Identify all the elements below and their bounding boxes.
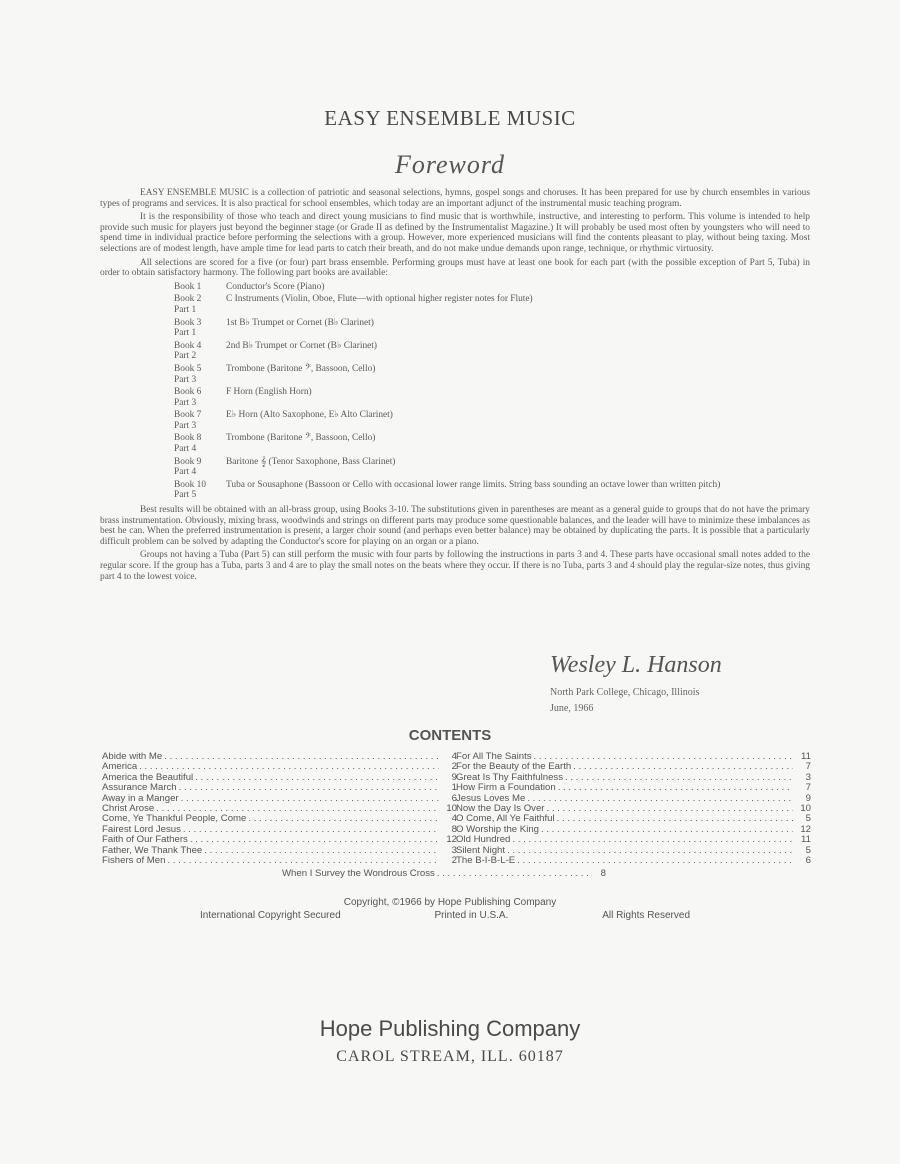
part-book-row [174,433,810,454]
signature-place: North Park College, Chicago, Illinois [550,687,700,698]
toc-row [456,762,811,772]
contents-right-column [456,752,811,866]
toc-leader [565,773,793,783]
toc-leader [195,773,439,783]
toc-row [102,794,457,804]
copyright-line: Copyright, ©1966 by Hope Publishing Company [343,897,557,908]
part-book-row [174,387,810,408]
toc-leader [573,762,793,772]
toc-page: 11 [801,752,811,762]
toc-leader [517,856,793,866]
toc-title: Come, Ye Thankful People, Come [102,814,247,825]
toc-leader [167,856,439,866]
toc-page: 2 [451,856,457,867]
toc-row [102,846,457,856]
toc-page: 9 [451,772,457,783]
part-label: Part 5 [174,490,197,501]
book-description: C Instruments (Violin, Oboe, Flute—with optional higher register notes for Flute) [226,294,533,305]
toc-title: Old Hundred [456,835,511,846]
toc-row [456,835,811,845]
toc-title: Christ Arose [102,804,155,815]
book-label: Book 8 [174,433,202,444]
toc-page: 8 [451,824,457,835]
printed-in: Printed in U.S.A. [434,910,509,921]
toc-page: 3 [451,845,457,856]
toc-row [456,846,811,856]
toc-leader [507,846,793,856]
foreword-body [100,188,810,585]
toc-title: Faith of Our Fathers [102,835,188,846]
toc-row [456,804,811,814]
contents-center-entry [282,868,606,879]
book-label: Book 7 [174,410,202,421]
toc-row [102,762,457,772]
toc-leader [183,825,439,835]
toc-title: The B-I-B-L-E [456,856,516,867]
book-number [174,410,226,431]
toc-title: Abide with Me [102,752,163,762]
publisher-address: CAROL STREAM, ILL. 60187 [336,1048,564,1065]
contents-left-column [102,752,457,866]
toc-row [456,773,811,783]
page-title: EASY ENSEMBLE MUSIC [324,106,576,130]
toc-title: Fairest Lord Jesus [102,824,181,835]
part-label: Part 1 [174,304,197,315]
toc-leader [204,846,439,856]
signature: Wesley L. Hanson [550,652,722,678]
toc-title: America the Beautiful [102,772,194,783]
book-description: F Horn (English Horn) [226,387,312,398]
toc-title: Father, We Thank Thee [102,845,203,856]
foreword-paragraph-2: It is the responsibility of those who teach and direct young musicians to find music that is worthwhile, instructive, and interesting to perform. This volume is intended to help provide such music for players just beyond the beginner stage (or Grade II as defined by the Instrumentalist Magazine.) It will probably be used most often by youngsters who will need to spend time in individual practice before performing the selections with a group. However, more experienced musicians will find the contents pleasant to play, without being taxing. Most selections are of modest length, have ample time for lead parts to catch their breath, and do not make undue demands upon range, technique, or rhythmic virtuosity. [100,212,810,254]
toc-page: 4 [451,752,457,762]
toc-row [102,804,457,814]
toc-leader [181,794,439,804]
part-label: Part 3 [174,420,197,431]
toc-page: 12 [800,824,811,835]
book-description: Trombone (Baritone 𝄢, Bassoon, Cello) [226,363,376,374]
book-description: 2nd B♭ Trumpet or Cornet (B♭ Clarinet) [226,340,378,351]
book-label: Book 3 [174,317,202,328]
part-book-row [174,364,810,385]
book-label: Book 10 [174,479,207,490]
part-book-row [174,457,810,478]
book-description: Conductor's Score (Piano) [226,281,325,292]
book-label: Book 9 [174,456,202,467]
part-label: Part 3 [174,397,197,408]
toc-leader [534,752,793,762]
part-book-row [174,318,810,339]
part-label: Part 4 [174,444,197,455]
toc-title: America [102,762,138,773]
foreword-paragraph-4: Best results will be obtained with an all-brass group, using Books 3-10. The substitutions given in parentheses are meant as a general guide to groups that do not have the primary brass instrumentation. Obviously, mixing brass, woodwinds and strings on different parts may produce some questionable balances, and the leader will have to minimize these imbalances as best he can. When the preferred instrumentation is present, a larger choir sound (and perhaps even better balance) may be obtained by duplicating the parts. It is possible that a particularly difficult problem can be solved by adapting the Conductor's score for playing on an organ or a piano. [100,505,810,547]
toc-row [102,752,457,762]
toc-title: O Worship the King [456,824,540,835]
part-books-list [174,282,810,501]
book-label: Book 4 [174,340,202,351]
toc-title: O Come, All Ye Faithful [456,814,555,825]
toc-row [456,814,811,824]
toc-title: Great Is Thy Faithfulness [456,772,563,783]
toc-title: For the Beauty of the Earth [456,762,572,773]
part-book-row [174,480,810,501]
book-description: 1st B♭ Trumpet or Cornet (B♭ Clarinet) [226,317,374,328]
foreword-paragraph-5: Groups not having a Tuba (Part 5) can still perform the music with four parts by following the instructions in parts 3 and 4. These parts have occasional small notes added to the regular score. If the group has a Tuba, parts 3 and 4 are to play the small notes on the beats where they occur. If there is no Tuba, parts 3 and 4 should play the regular-size notes, thus giving part 4 to the lowest voice. [100,550,810,582]
book-label: Book 5 [174,363,202,374]
part-label: Part 4 [174,467,197,478]
toc-leader [156,804,439,814]
toc-row [282,868,606,879]
book-number [174,457,226,478]
copyright-secured: International Copyright Secured [200,910,341,921]
toc-row [102,856,457,866]
toc-leader [248,814,439,824]
part-book-row [174,410,810,431]
toc-row [102,835,457,845]
toc-leader [437,868,588,879]
toc-page: 12 [446,835,457,846]
book-number [174,364,226,385]
toc-page: 10 [800,804,811,815]
toc-leader [190,835,439,845]
toc-row [456,825,811,835]
toc-row [102,825,457,835]
toc-title: Fishers of Men [102,856,166,867]
publisher-name: Hope Publishing Company [319,1016,581,1041]
toc-title: How Firm a Foundation [456,783,556,794]
toc-page: 3 [805,772,811,783]
toc-page: 6 [805,856,811,867]
book-number [174,294,226,315]
book-number [174,341,226,362]
toc-leader [139,762,439,772]
book-number [174,282,226,293]
toc-page: 2 [451,762,457,773]
toc-title: Silent Night [456,845,506,856]
book-number [174,318,226,339]
book-label: Book 1 [174,281,202,292]
signature-date: June, 1966 [550,703,594,714]
toc-leader [164,752,439,762]
book-label: Book 6 [174,387,202,398]
toc-leader [557,814,793,824]
toc-page: 5 [805,845,811,856]
toc-page: 1 [451,783,457,794]
book-number [174,433,226,454]
toc-leader [547,804,793,814]
toc-leader [179,783,439,793]
toc-title: When I Survey the Wondrous Cross [282,868,435,879]
toc-title: Now the Day Is Over [456,804,545,815]
foreword-paragraph-1: EASY ENSEMBLE MUSIC is a collection of patriotic and seasonal selections, hymns, gospel songs and choruses. It has been prepared for use by church ensembles in various types of programs and services. It is also practical for school ensembles, which today are an important adjunct of the instrumental music teaching program. [100,188,810,209]
toc-page: 7 [805,783,811,794]
toc-row [102,773,457,783]
book-description: Tuba or Sousaphone (Bassoon or Cello with occasional lower range limits. String bass sounding an octave lower than written pitch) [226,479,721,490]
toc-title: Jesus Loves Me [456,793,526,804]
toc-page: 7 [805,762,811,773]
toc-leader [527,794,793,804]
rights-reserved: All Rights Reserved [602,910,690,921]
toc-row [102,783,457,793]
contents-heading: CONTENTS [408,727,492,744]
toc-row [456,752,811,762]
book-description: E♭ Horn (Alto Saxophone, E♭ Alto Clarinet) [226,410,393,421]
book-description: Baritone 𝄞 (Tenor Saxophone, Bass Clarinet) [226,456,396,467]
toc-page: 9 [805,793,811,804]
toc-page: 5 [805,814,811,825]
part-book-row [174,294,810,315]
toc-leader [558,783,793,793]
part-book-row [174,341,810,362]
toc-page: 11 [801,835,811,846]
toc-title: For All The Saints [456,752,532,762]
book-number [174,480,226,501]
toc-row [456,783,811,793]
foreword-paragraph-3: All selections are scored for a five (or four) part brass ensemble. Performing groups must have at least one book for each part (with the possible exception of Part 5, Tuba) in order to obtain satisfactory harmony. The following part books are available: [100,257,810,279]
toc-page: 8 [600,868,606,879]
book-description: Trombone (Baritone 𝄢, Bassoon, Cello) [226,433,376,444]
toc-leader [541,825,793,835]
toc-leader [512,835,793,845]
rights-line [200,910,690,921]
book-label: Book 2 [174,294,202,305]
book-number [174,387,226,408]
toc-page: 6 [451,793,457,804]
toc-row [102,814,457,824]
toc-page: 4 [451,814,457,825]
part-book-row [174,282,810,293]
toc-title: Away in a Manger [102,793,179,804]
toc-title: Assurance March [102,783,177,794]
toc-row [456,794,811,804]
toc-page: 10 [446,804,457,815]
part-label: Part 2 [174,351,197,362]
part-label: Part 3 [174,374,197,385]
part-label: Part 1 [174,328,197,339]
foreword-heading: Foreword [394,150,506,179]
toc-row [456,856,811,866]
